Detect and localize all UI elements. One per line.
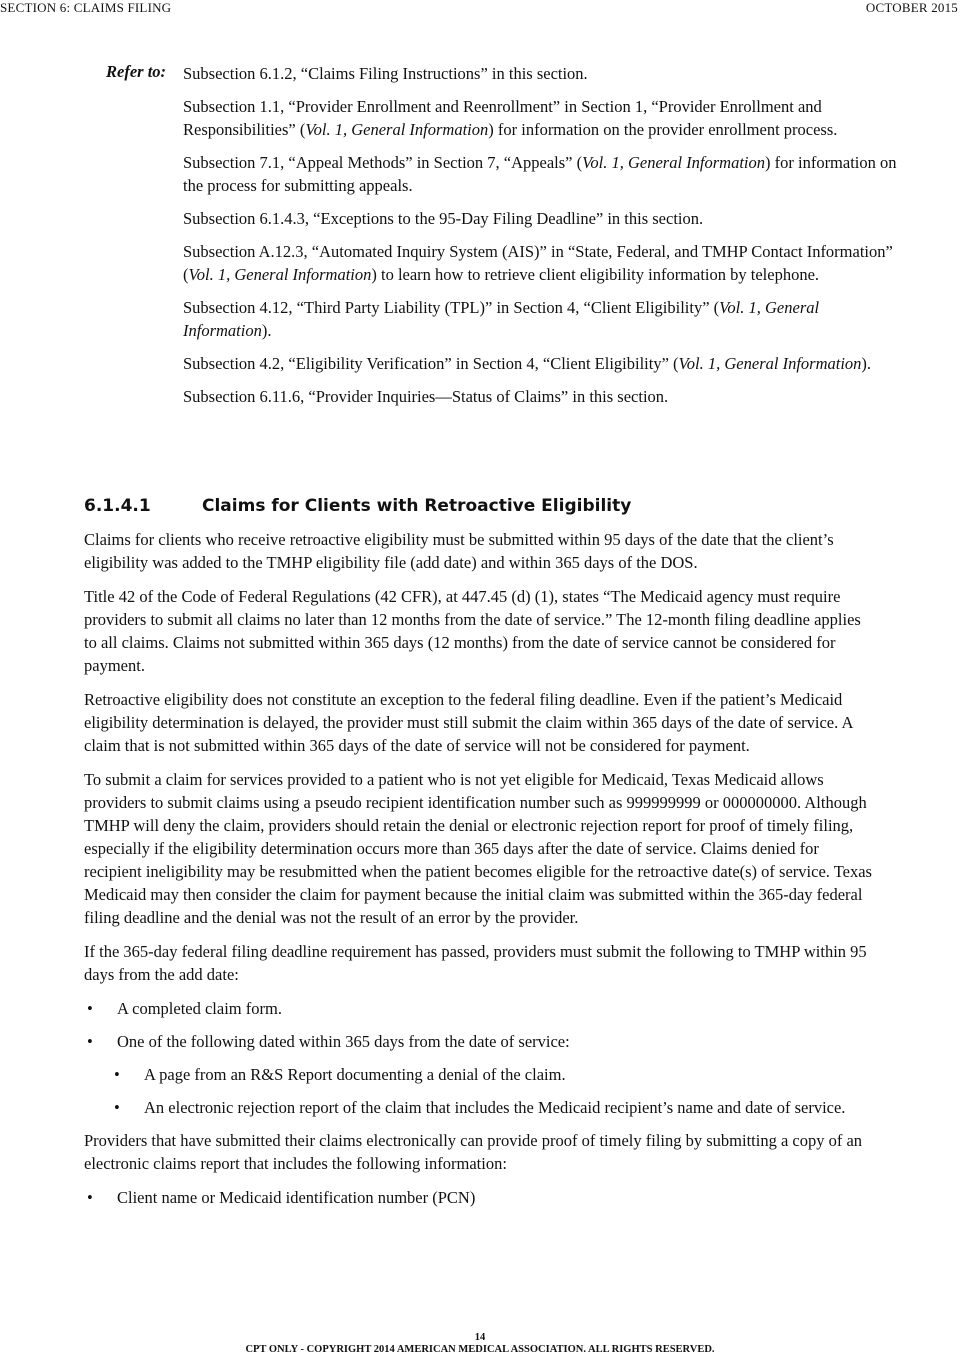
paragraph: Retroactive eligibility does not constitute an exception to the federal filing deadline. Even if the patient’s Medicaid eligibility determination is delayed, the provider must still submit the claim within 365 days of the date of service. A claim that is not submitted within 365 days of the date of service will not be considered for payment. xyxy=(84,690,853,755)
sub-bullet-item xyxy=(111,1063,876,1086)
reference-text-tail: ) for information on the process for submitting appeals. xyxy=(183,153,897,195)
reference-text-tail: ) to learn how to retrieve client eligibility information by telephone. xyxy=(371,265,820,284)
bullet-icon: • xyxy=(114,1098,120,1117)
paragraph: Providers that have submitted their claims electronically can provide proof of timely filing by submitting a copy of an electronic claims report that includes the following information: xyxy=(84,1131,863,1173)
reference-item xyxy=(183,240,903,286)
reference-item xyxy=(183,296,903,342)
reference-text-tail: ). xyxy=(261,321,272,340)
reference-text-tail: ) for information on the provider enrollment process. xyxy=(488,120,838,139)
paragraph: Title 42 of the Code of Federal Regulations (42 CFR), at 447.45 (d) (1), states “The Medicaid agency must require providers to submit all claims no later than 12 months from the date of service.” The 12-month filing deadline applies to all claims. Claims not submitted within 365 days (12 months) from the date of service cannot be considered for payment. xyxy=(84,587,861,675)
paragraph: To submit a claim for services provided to a patient who is not yet eligible for Medicaid, Texas Medicaid allows providers to submit claims using a pseudo recipient identification number such as 999999999 or 000000000. Although TMHP will deny the claim, providers should retain the denial or electronic rejection report for proof of timely filing, especially if the eligibility determination occurs more than 365 days after the date of service. Claims denied for recipient ineligibility may be resubmitted when the patient becomes eligible for the retroactive date(s) of service. Texas Medicaid may then consider the claim for payment because the initial claim was submitted within the 365-day federal filing deadline and the denial was not the result of an error by the provider. xyxy=(84,770,872,927)
reference-item xyxy=(183,62,903,85)
reference-text: Subsection 7.1, “Appeal Methods” in Section 7, “Appeals” ( xyxy=(183,153,583,172)
copyright-notice: CPT ONLY - COPYRIGHT 2014 AMERICAN MEDICAL ASSOCIATION. ALL RIGHTS RESERVED. xyxy=(245,1344,715,1355)
reference-item xyxy=(183,385,903,408)
reference-volume: Vol. 1, General Information xyxy=(582,153,765,172)
reference-text: Subsection 6.1.2, “Claims Filing Instructions” in this section. xyxy=(183,64,588,83)
running-header-section: SECTION 6: CLAIMS FILING xyxy=(0,0,172,15)
bullet-item xyxy=(84,1030,876,1053)
bullet-text: One of the following dated within 365 days from the date of service: xyxy=(117,1032,570,1051)
reference-text-tail: ). xyxy=(861,354,872,373)
reference-text: Subsection 6.11.6, “Provider Inquiries—Status of Claims” in this section. xyxy=(183,387,669,406)
page-number: 14 xyxy=(474,1332,486,1343)
reference-text: Subsection 4.12, “Third Party Liability (TPL)” in Section 4, “Client Eligibility” ( xyxy=(183,298,720,317)
reference-text: Subsection 6.1.4.3, “Exceptions to the 95-Day Filing Deadline” in this section. xyxy=(183,209,704,228)
bullet-icon: • xyxy=(87,1188,93,1207)
reference-volume: Vol. 1, General Information xyxy=(678,354,862,373)
section-number: 6.1.4.1 xyxy=(84,496,151,516)
section-title: Claims for Clients with Retroactive Eligibility xyxy=(202,496,632,516)
reference-item xyxy=(183,95,903,141)
refer-to-list xyxy=(183,62,903,418)
bullet-text: A page from an R&S Report documenting a denial of the claim. xyxy=(144,1065,566,1084)
running-header-date: OCTOBER 2015 xyxy=(865,0,958,15)
bullet-icon: • xyxy=(87,1032,93,1051)
reference-item xyxy=(183,207,903,230)
sub-bullet-item xyxy=(111,1096,876,1119)
bullet-text: A completed claim form. xyxy=(117,999,282,1018)
reference-volume: Vol. 1, General Information xyxy=(188,265,372,284)
reference-text: Subsection 1.1, “Provider Enrollment and Reenrollment” in Section 1, “Provider Enrollment and Responsibilities” ( xyxy=(183,97,822,139)
bullet-text: Client name or Medicaid identification number (PCN) xyxy=(117,1188,476,1207)
bullet-item xyxy=(84,997,876,1020)
reference-text: Subsection A.12.3, “Automated Inquiry System (AIS)” in “State, Federal, and TMHP Contact Information” ( xyxy=(183,242,893,284)
section-heading xyxy=(84,496,884,516)
bullet-icon: • xyxy=(87,999,93,1018)
reference-item xyxy=(183,151,903,197)
reference-text: Subsection 4.2, “Eligibility Verification” in Section 4, “Client Eligibility” ( xyxy=(183,354,679,373)
paragraph: If the 365-day federal filing deadline requirement has passed, providers must submit the following to TMHP within 95 days from the add date: xyxy=(84,942,867,984)
bullet-item xyxy=(84,1186,876,1209)
reference-item xyxy=(183,352,903,375)
bullet-icon: • xyxy=(114,1065,120,1084)
reference-volume: Vol. 1, General Information xyxy=(305,120,489,139)
reference-volume: Vol. 1, General Information xyxy=(183,298,820,340)
paragraph: Claims for clients who receive retroactive eligibility must be submitted within 95 days of the date that the client’s eligibility was added to the TMHP eligibility file (add date) and within 365 days of the DOS. xyxy=(84,530,834,572)
section-body xyxy=(84,528,876,1219)
bullet-text: An electronic rejection report of the claim that includes the Medicaid recipient’s name and date of service. xyxy=(144,1098,846,1117)
refer-to-label: Refer to: xyxy=(106,62,167,81)
